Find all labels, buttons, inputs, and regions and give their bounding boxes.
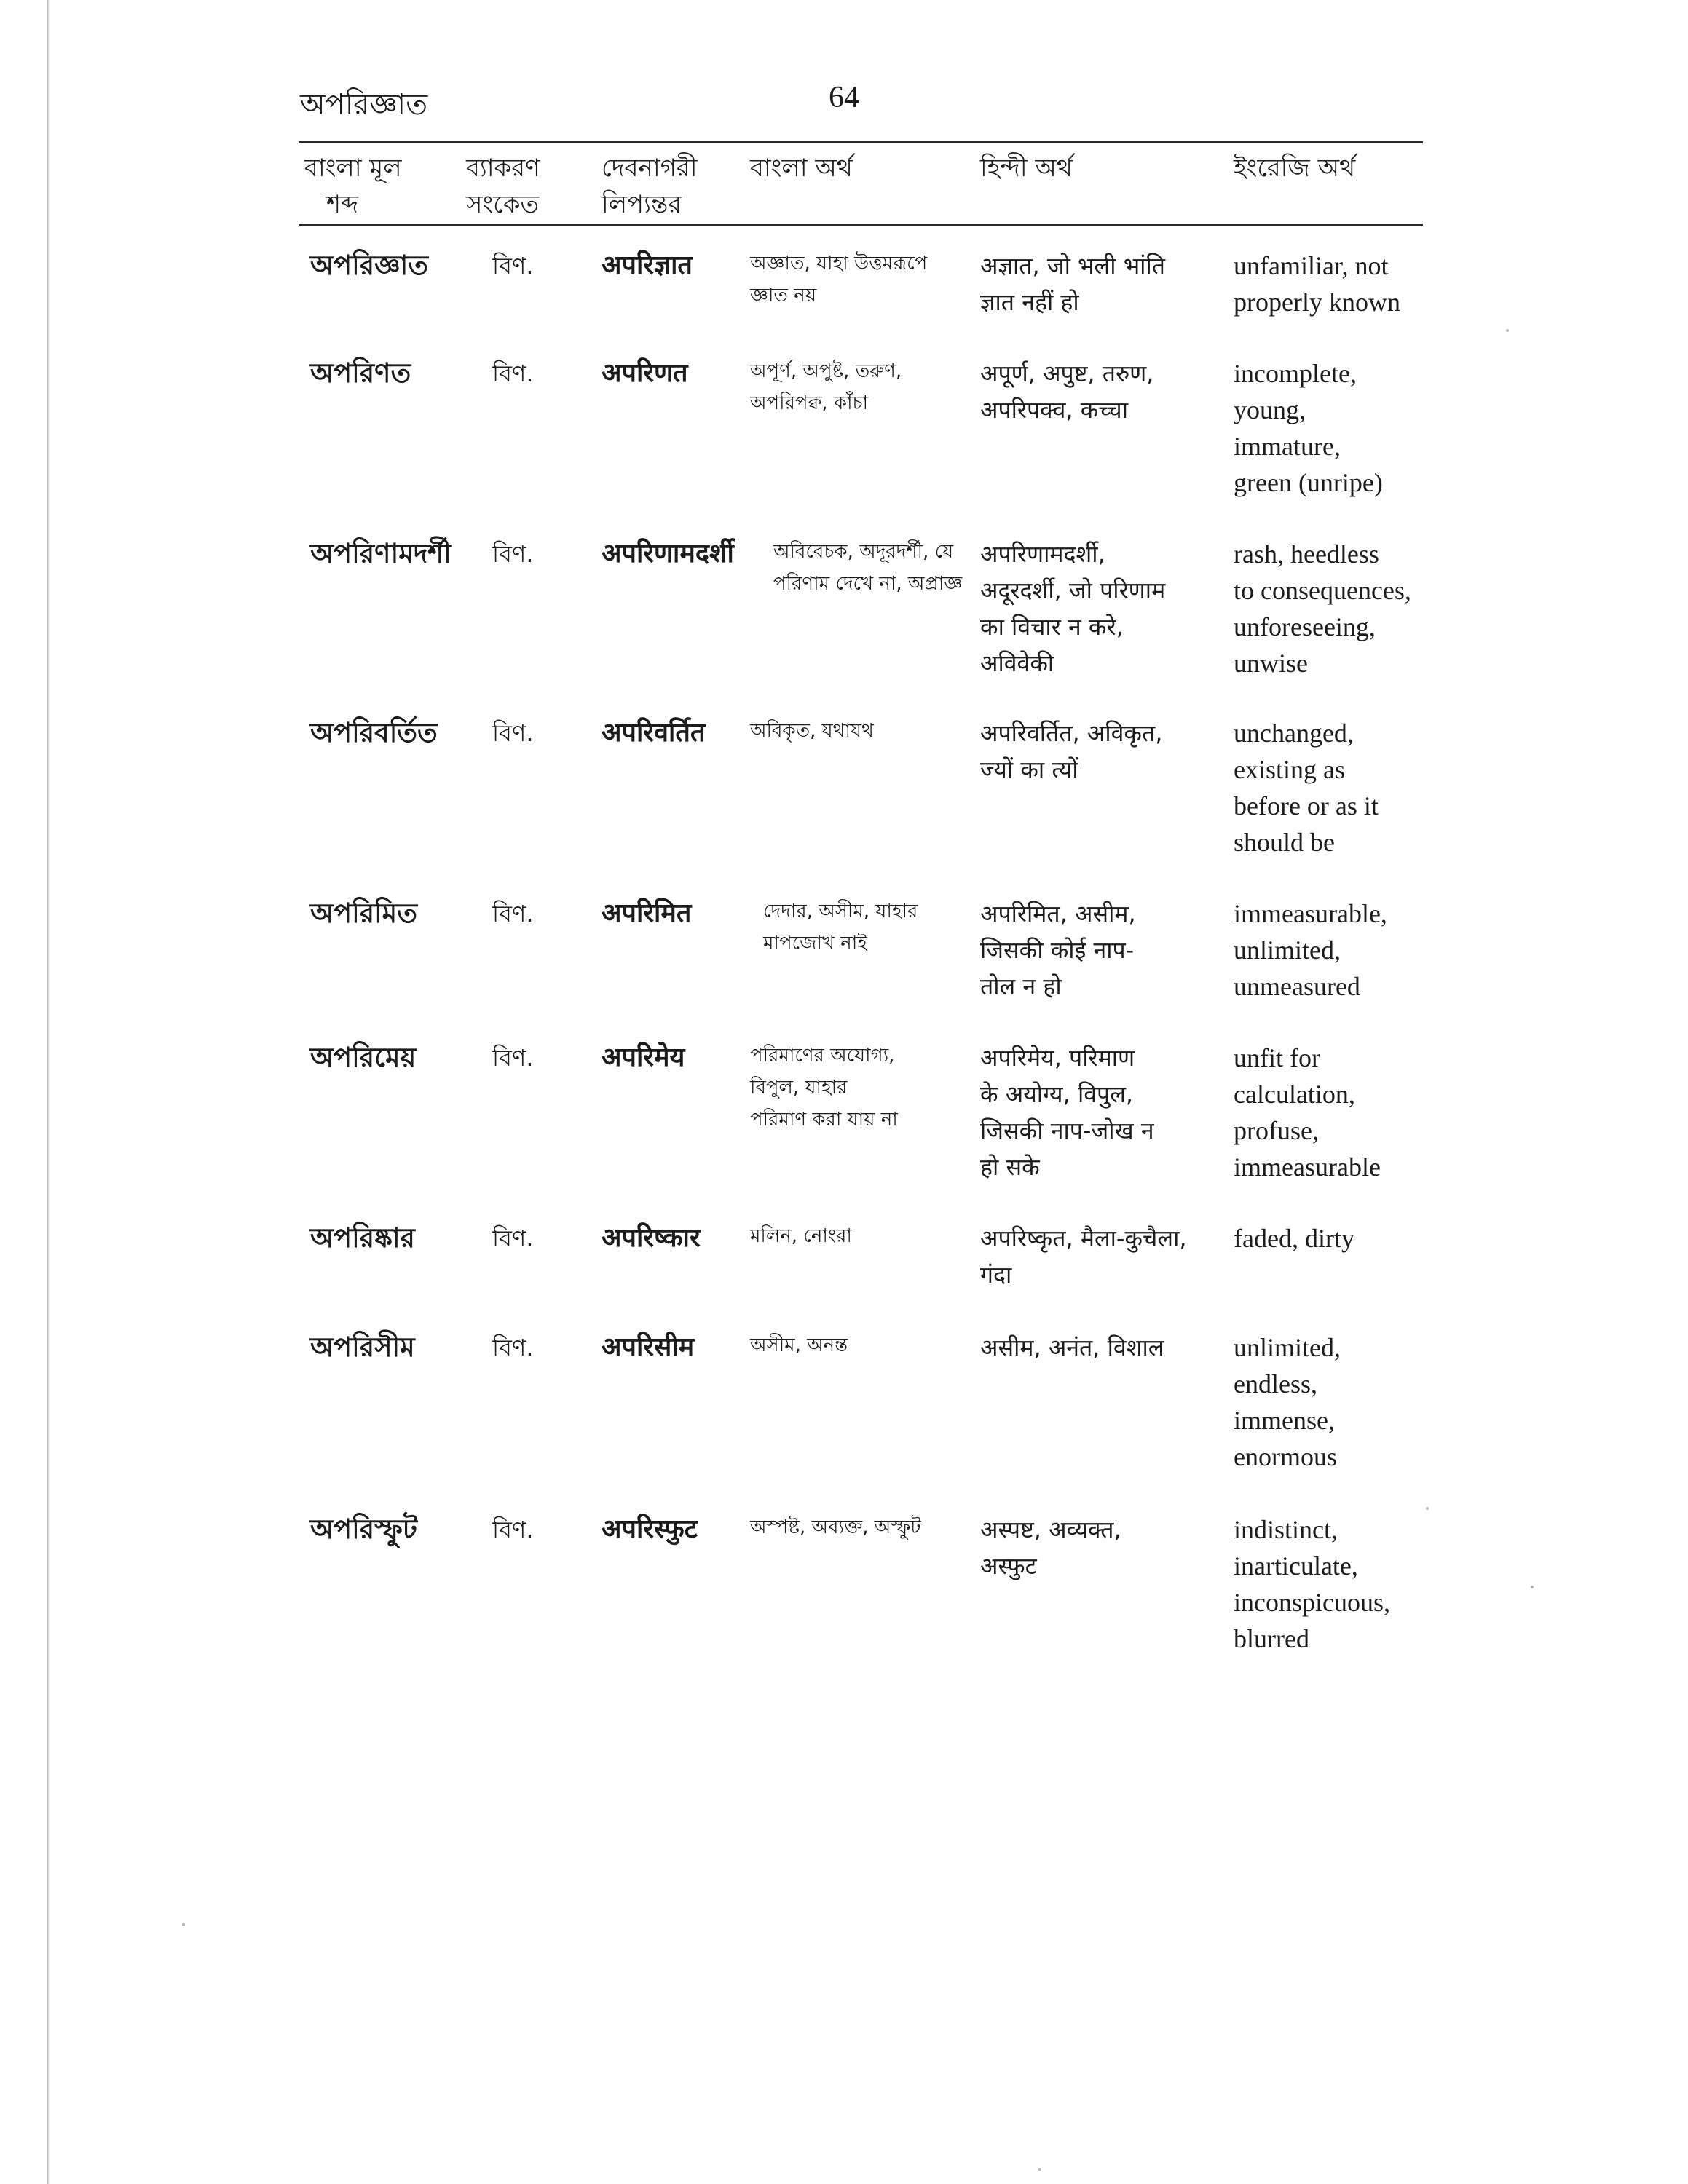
entry-hindi-meaning: अपरिमित, असीम, जिसकी कोई नाप- तोल न हो	[980, 900, 1136, 1000]
entry-devanagari: अपरिज्ञात	[602, 250, 693, 280]
entry-english-meaning: unfamiliar, not properly known	[1234, 251, 1400, 317]
entry-devanagari: अपरिवर्तित	[602, 718, 706, 748]
entry-english-meaning: indistinct, inarticulate, inconspicuous, blurred	[1234, 1515, 1390, 1653]
running-head: অপরিজ্ঞাত	[300, 88, 428, 122]
entry-bengali-meaning: অবিকৃত, যথাযথ	[750, 720, 874, 742]
entry-hindi-meaning: अज्ञात, जो भली भांति ज्ञात नहीं हो	[980, 252, 1165, 316]
scan-speck	[182, 1923, 185, 1926]
scan-speck	[1038, 2168, 1041, 2171]
entry-devanagari: अपरिणत	[602, 358, 688, 388]
column-header-bengali-meaning: বাংলা অর্থ	[750, 154, 853, 183]
entry-grammar: বিণ.	[492, 1516, 534, 1543]
entry-devanagari: अपरिमित	[602, 898, 692, 928]
entry-grammar: বিণ.	[492, 900, 534, 927]
scan-speck	[1506, 329, 1509, 332]
scan-speck	[1426, 1507, 1429, 1510]
entry-word: অপরিমেয়	[310, 1042, 417, 1073]
entry-devanagari: अपरिमेय	[602, 1042, 685, 1072]
entry-english-meaning: immeasurable, unlimited, unmeasured	[1234, 899, 1387, 1001]
entry-bengali-meaning: অপূর্ণ, অপুষ্ট, তরুণ, অপরিপক্ব, কাঁচা	[750, 360, 902, 414]
entry-grammar: বিণ.	[492, 1334, 534, 1361]
entry-word: অপরিণামদর্শী	[310, 538, 451, 569]
entry-bengali-meaning: পরিমাণের অযোগ্য, বিপুল, যাহার পরিমাণ করা যায় না	[750, 1045, 898, 1131]
entry-bengali-meaning: অজ্ঞাত, যাহা উত্তমরূপে জ্ঞাত নয়	[750, 253, 928, 306]
scan-speck	[1531, 1586, 1534, 1588]
entry-hindi-meaning: अपूर्ण, अपुष्ट, तरुण, अपरिपक्व, कच्चा	[980, 360, 1154, 424]
entry-grammar: বিণ.	[492, 540, 534, 568]
entry-grammar: বিণ.	[492, 1044, 534, 1072]
column-header-hindi-meaning: হিন্দী অর্থ	[980, 154, 1073, 183]
column-header-word: বাংলা মূল শব্দ	[304, 154, 402, 219]
entry-english-meaning: faded, dirty	[1234, 1224, 1354, 1253]
entry-grammar: বিণ.	[492, 1224, 534, 1252]
entry-hindi-meaning: अपरिष्कृत, मैला-कुचैला, गंदा	[980, 1224, 1187, 1289]
page-number: 64	[829, 81, 859, 114]
entry-hindi-meaning: असीम, अनंत, विशाल	[980, 1334, 1164, 1361]
entry-bengali-meaning: দেদার, অসীম, যাহার মাপজোখ নাই	[763, 901, 918, 954]
column-header-devanagari: দেবনাগরী লিপ্যন্তর	[602, 154, 698, 219]
entry-bengali-meaning: মলিন, নোংরা	[750, 1225, 852, 1247]
entry-word: অপরিবর্তিত	[310, 717, 438, 748]
table-header-rule	[299, 224, 1423, 226]
entry-bengali-meaning: অসীম, অনন্ত	[750, 1334, 848, 1356]
entry-grammar: বিণ.	[492, 360, 534, 387]
entry-english-meaning: incomplete, young, immature, green (unripe)	[1234, 359, 1383, 497]
table-top-rule	[299, 141, 1423, 143]
entry-devanagari: अपरिष्कार	[602, 1223, 701, 1253]
entry-word: অপরিজ্ঞাত	[310, 250, 429, 281]
entry-hindi-meaning: अपरिमेय, परिमाण के अयोग्य, विपुल, जिसकी नाप-जोख न हो सके	[980, 1044, 1154, 1181]
entry-word: অপরিসীম	[310, 1332, 415, 1363]
entry-grammar: বিণ.	[492, 252, 534, 280]
column-header-english-meaning: ইংরেজি অর্থ	[1234, 154, 1356, 183]
entry-hindi-meaning: अपरिवर्तित, अविकृत, ज्यों का त्यों	[980, 719, 1163, 783]
entry-hindi-meaning: अस्पष्ट, अव्यक्त, अस्फुट	[980, 1516, 1121, 1580]
entry-devanagari: अपरिस्फुट	[602, 1514, 698, 1544]
entry-english-meaning: unlimited, endless, immense, enormous	[1234, 1333, 1341, 1471]
entry-word: অপরিস্ফুট	[310, 1514, 417, 1545]
entry-grammar: বিণ.	[492, 719, 534, 747]
entry-english-meaning: unchanged, existing as before or as it should be	[1234, 719, 1379, 857]
entry-word: অপরিষ্কার	[310, 1222, 415, 1254]
entry-word: অপরিণত	[310, 357, 411, 389]
entry-hindi-meaning: अपरिणामदर्शी, अदूरदर्शी, जो परिणाम का विचार न करे, अविवेकी	[980, 540, 1166, 677]
entry-devanagari: अपरिसीम	[602, 1332, 695, 1362]
column-header-grammar: ব্যাকরণ সংকেত	[466, 154, 540, 219]
page-binding-edge	[47, 0, 50, 2184]
entry-word: অপরিমিত	[310, 898, 417, 929]
entry-bengali-meaning: অস্পষ্ট, অব্যক্ত, অস্ফুট	[750, 1516, 921, 1538]
entry-english-meaning: unfit for calculation, profuse, immeasurable	[1234, 1043, 1381, 1182]
entry-english-meaning: rash, heedless to consequences, unforeseeing, unwise	[1234, 539, 1411, 678]
entry-bengali-meaning: অবিবেচক, অদূরদর্শী, যে পরিণাম দেখে না, অপ্রাজ্ঞ	[773, 541, 963, 595]
entry-devanagari: अपरिणामदर्शी	[602, 539, 734, 569]
